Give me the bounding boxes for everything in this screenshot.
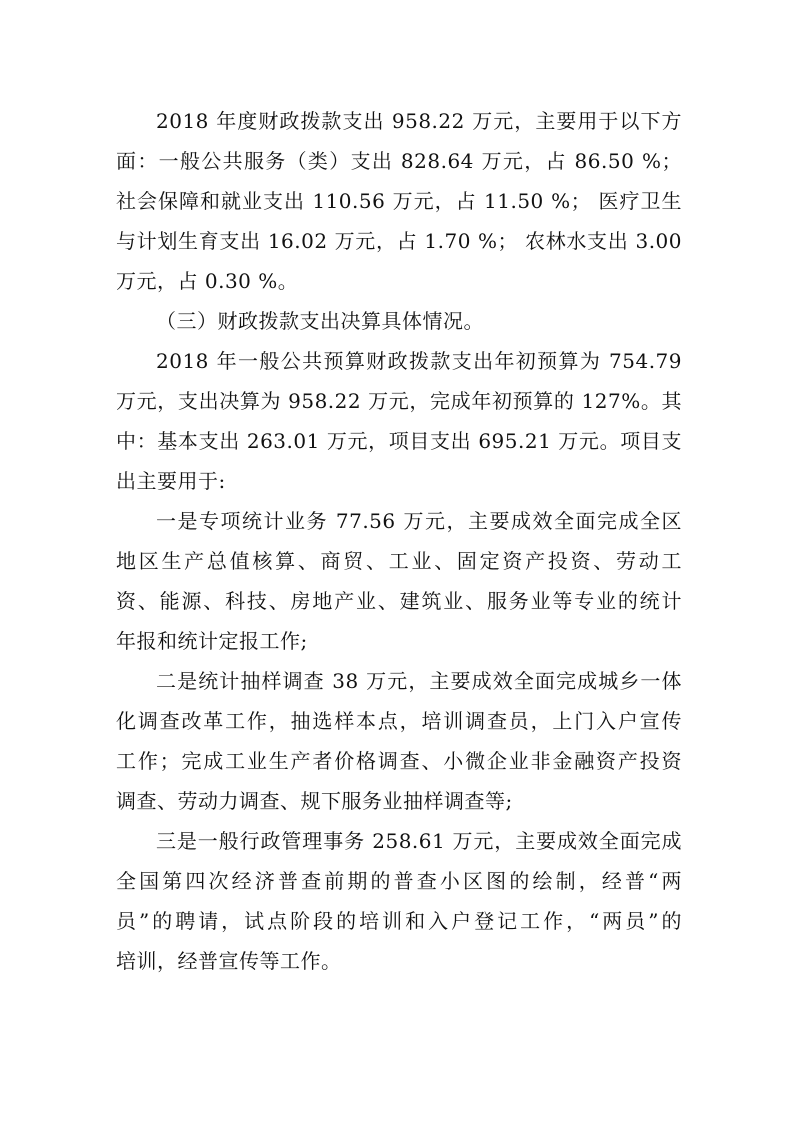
paragraph-6-line-3: 员”的聘请，试点阶段的培训和入户登记工作，“两员”的 <box>116 909 682 933</box>
paragraph-5-line-4: 调查、劳动力调查、规下服务业抽样调查等; <box>116 789 513 813</box>
paragraph-3-line-3: 中：基本支出 263.01 万元，项目支出 695.21 万元。项目支 <box>116 429 682 453</box>
paragraph-1-line-3: 社会保障和就业支出 110.56 万元，占 11.50 %； 医疗卫生 <box>116 189 682 213</box>
paragraph-3-line-4: 出主要用于: <box>116 469 226 493</box>
paragraph-6-line-1: 三是一般行政管理事务 258.61 万元，主要成效全面完成 <box>156 829 682 853</box>
paragraph-1-line-2: 面：一般公共服务（类）支出 828.64 万元，占 86.50 %； <box>116 149 682 173</box>
paragraph-4-line-4: 年报和统计定报工作; <box>116 629 308 653</box>
paragraph-1-line-1: 2018 年度财政拨款支出 958.22 万元，主要用于以下方 <box>156 109 682 133</box>
paragraph-5-line-1: 二是统计抽样调查 38 万元，主要成效全面完成城乡一体 <box>156 669 682 693</box>
paragraph-6-line-4: 培训，经普宣传等工作。 <box>116 949 342 973</box>
paragraph-6-line-2: 全国第四次经济普查前期的普查小区图的绘制，经普“两 <box>116 869 682 893</box>
paragraph-1-line-5: 万元，占 0.30 %。 <box>116 269 299 293</box>
paragraph-4-line-1: 一是专项统计业务 77.56 万元，主要成效全面完成全区 <box>156 509 682 533</box>
paragraph-4-line-2: 地区生产总值核算、商贸、工业、固定资产投资、劳动工 <box>116 549 682 573</box>
paragraph-4-line-3: 资、能源、科技、房地产业、建筑业、服务业等专业的统计 <box>116 589 682 613</box>
section-heading: （三）财政拨款支出决算具体情况。 <box>156 309 484 333</box>
paragraph-3-line-1: 2018 年一般公共预算财政拨款支出年初预算为 754.79 <box>156 349 682 373</box>
paragraph-1-line-4: 与计划生育支出 16.02 万元，占 1.70 %； 农林水支出 3.00 <box>116 229 682 253</box>
paragraph-5-line-2: 化调查改革工作，抽选样本点，培训调查员，上门入户宣传 <box>116 709 682 733</box>
paragraph-5-line-3: 工作；完成工业生产者价格调查、小微企业非金融资产投资 <box>116 749 682 773</box>
paragraph-3-line-2: 万元，支出决算为 958.22 万元，完成年初预算的 127%。其 <box>116 389 682 413</box>
